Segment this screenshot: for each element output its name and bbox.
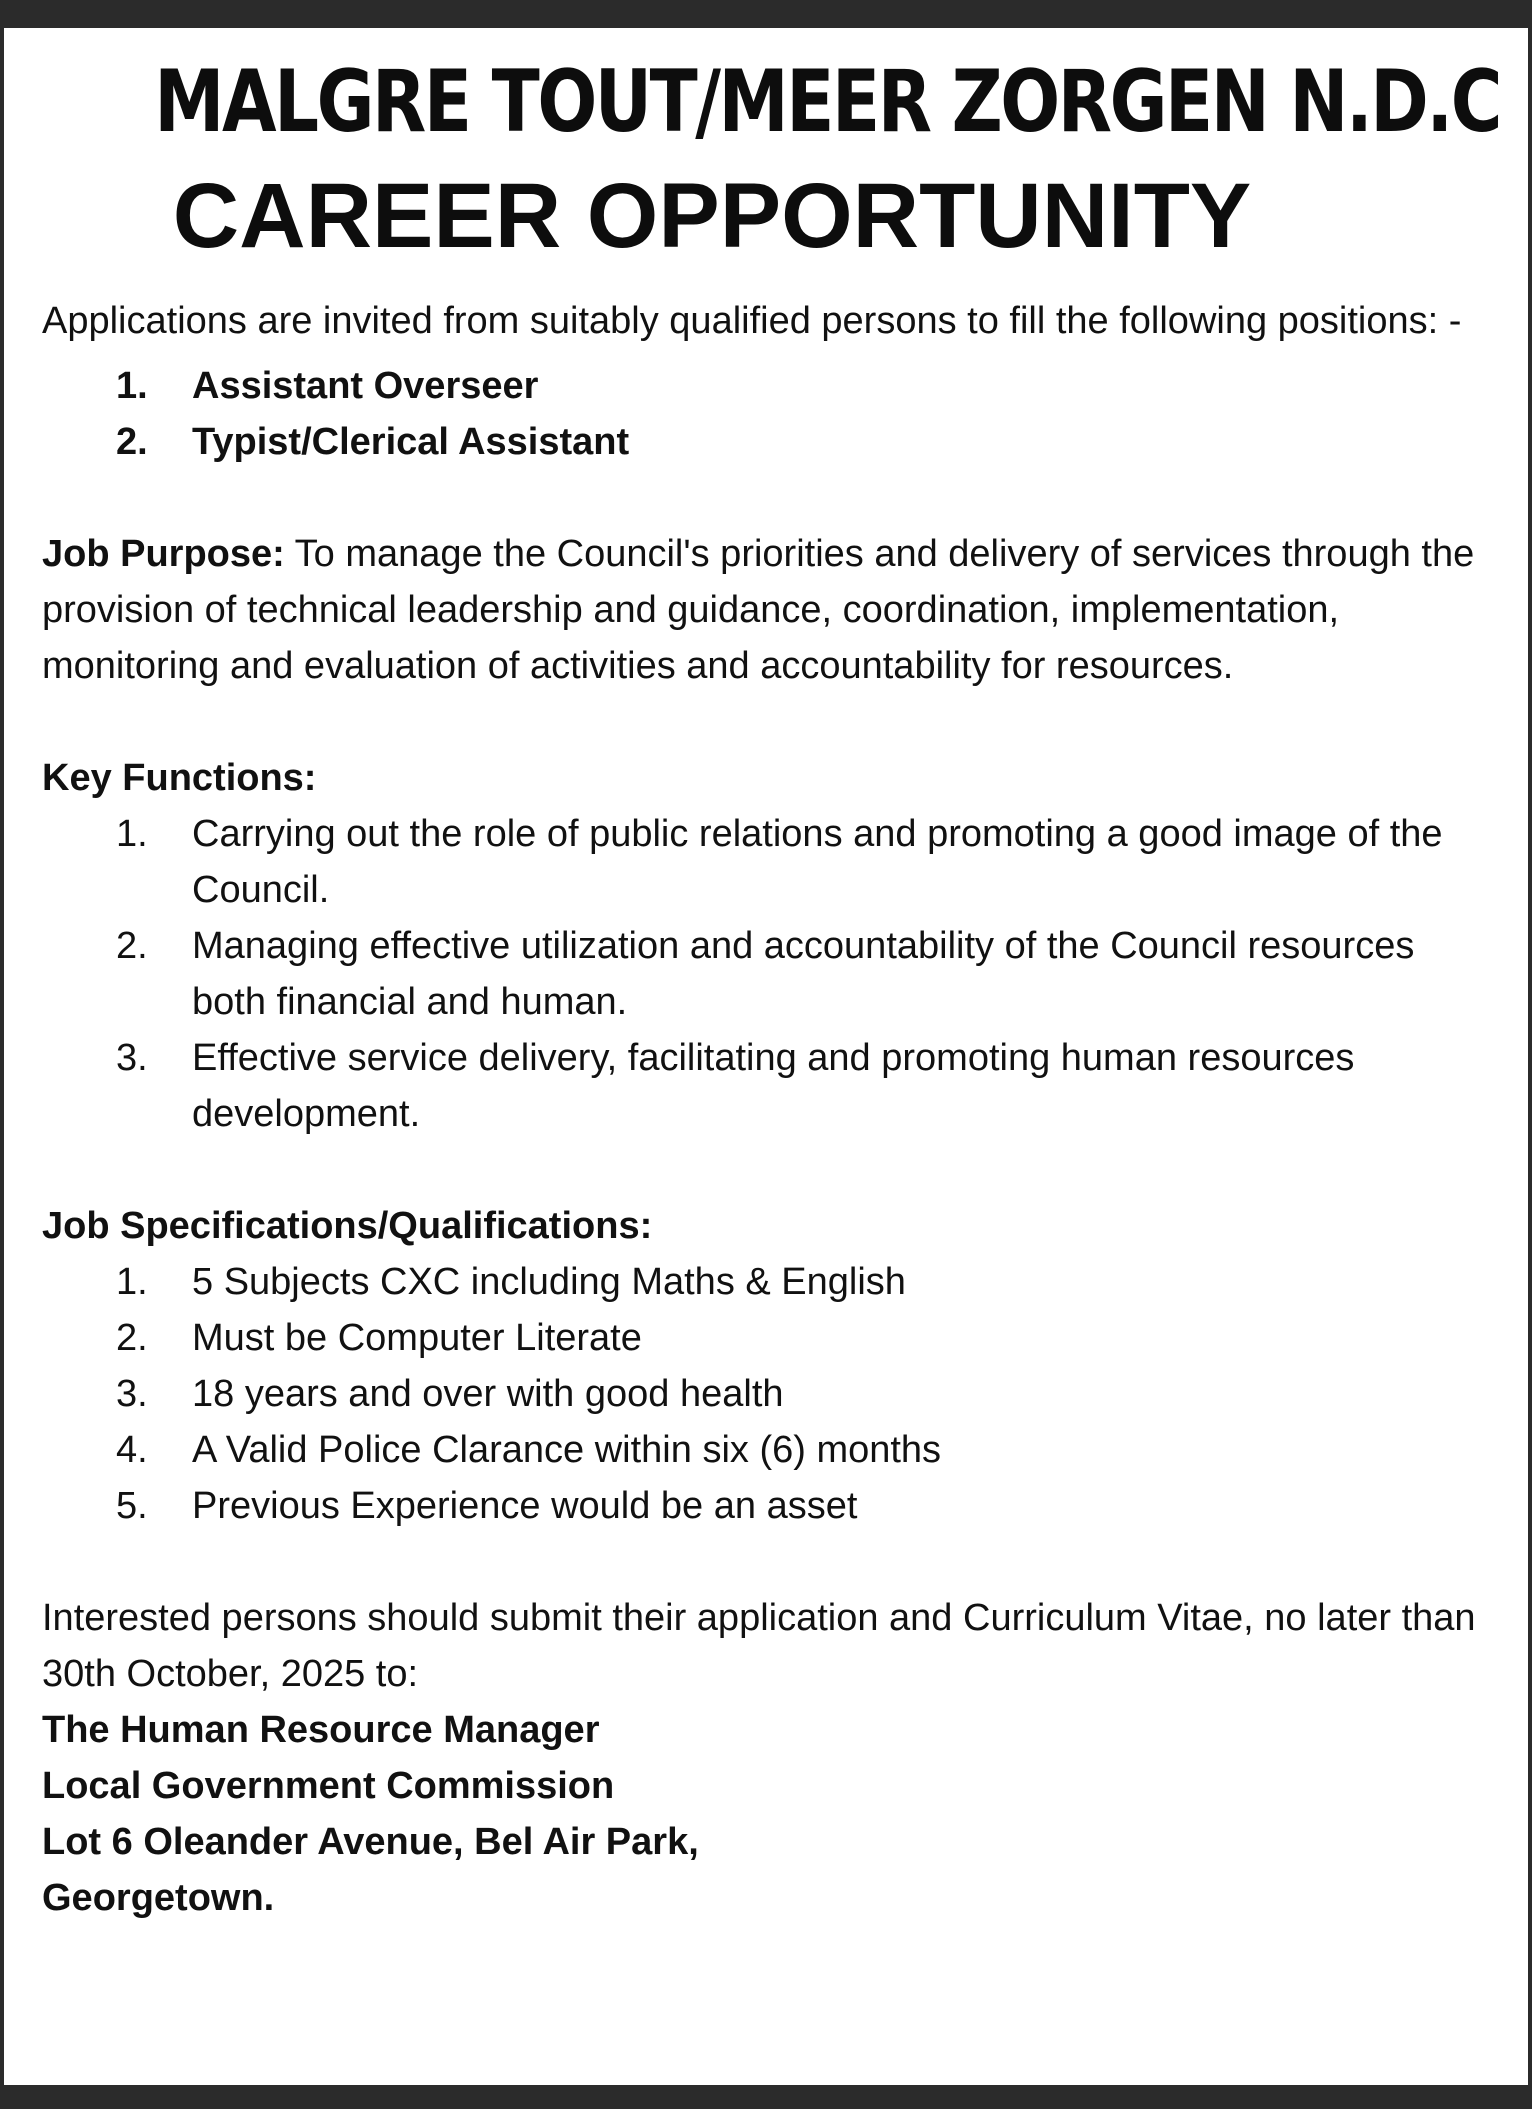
submission-text: Interested persons should submit their application and Curriculum Vitae, no later than 30th October, 2025 to: [42,1597,1476,1695]
list-number: 2. [116,421,148,463]
list-item-text: Effective service delivery, facilitating and promoting human resources development. [192,1037,1355,1135]
list-item [42,1030,1492,1142]
mailing-address [42,1702,1492,1926]
list-item-text: Managing effective utilization and accountability of the Council resources both financial and human. [192,925,1415,1023]
list-number: 3. [116,1037,148,1079]
list-item-text: Must be Computer Literate [192,1317,642,1359]
key-functions-list [42,806,1492,1142]
job-purpose-label: Job Purpose: [42,533,285,575]
list-item-text: Carrying out the role of public relations and promoting a good image of the Council. [192,813,1443,911]
qualifications-heading: Job Specifications/Qualifications: [42,1205,653,1247]
key-functions-section [42,750,1492,1142]
intro-text: Applications are invited from suitably qualified persons to fill the following positions: - [42,300,1462,342]
qualifications-section [42,1198,1492,1534]
list-item [42,358,1492,414]
positions-list [42,358,1492,470]
list-number: 5. [116,1485,148,1527]
list-item [42,1478,1492,1534]
list-number: 1. [116,365,148,407]
job-purpose [42,526,1492,694]
address-line: The Human Resource Manager [42,1709,600,1751]
list-item-text: Previous Experience would be an asset [192,1485,858,1527]
position-title: Typist/Clerical Assistant [192,421,630,463]
list-number: 1. [116,813,148,855]
organization-name: MALGRE TOUT/MEER ZORGEN N.D.C [154,52,1501,152]
list-item [42,1310,1492,1366]
page-title: CAREER OPPORTUNITY [172,165,1252,267]
list-number: 4. [116,1429,148,1471]
address-line: Lot 6 Oleander Avenue, Bel Air Park, [42,1821,699,1863]
list-item [42,1366,1492,1422]
list-item [42,414,1492,470]
list-item [42,806,1492,918]
list-item [42,1422,1492,1478]
list-item-text: 5 Subjects CXC including Maths & English [192,1261,906,1303]
list-number: 3. [116,1373,148,1415]
list-item-text: 18 years and over with good health [192,1373,784,1415]
list-number: 2. [116,1317,148,1359]
address-line: Local Government Commission [42,1765,615,1807]
position-title: Assistant Overseer [192,365,539,407]
qualifications-list [42,1254,1492,1534]
address-line: Georgetown. [42,1877,275,1919]
list-item [42,1254,1492,1310]
key-functions-heading: Key Functions: [42,757,317,799]
submission-section [42,1590,1492,1926]
advertisement [42,46,1501,1926]
list-number: 1. [116,1261,148,1303]
list-item [42,918,1492,1030]
job-purpose-text: To manage the Council's priorities and delivery of services through the provision of technical leadership and guidance, coordination, implementation, monitoring and evaluation of activities and accountability for resources. [42,533,1475,687]
list-item-text: A Valid Police Clarance within six (6) months [192,1429,942,1471]
list-number: 2. [116,925,148,967]
